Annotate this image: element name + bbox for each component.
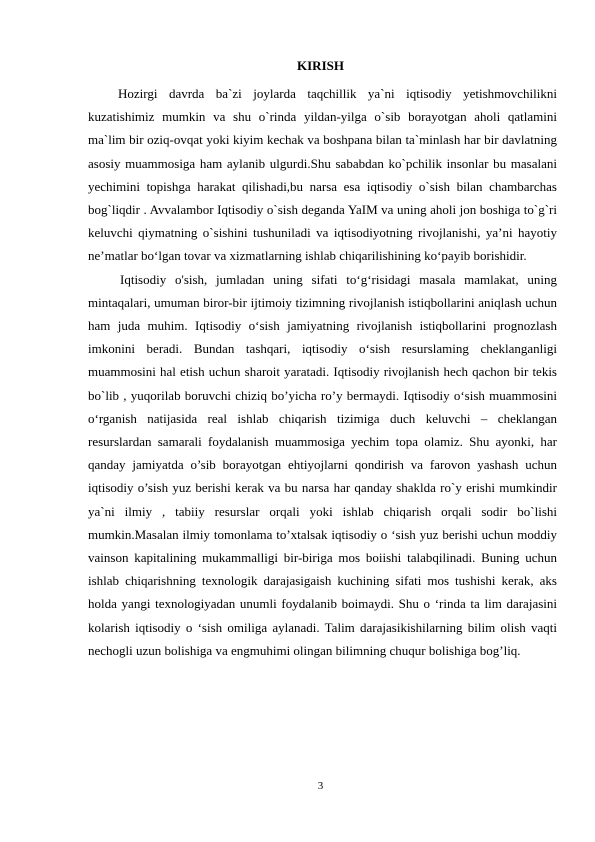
document-body — [88, 82, 557, 662]
page-title: KIRISH — [297, 58, 344, 73]
paragraph-1: Hozirgi davrda ba`zi joylarda taqchillik ya`ni iqtisodiy yetishmovchilikni kuzatishimiz mumkin va shu o`rinda yildan-yilga o`sib borayotgan aholi qatlamini ma`lim bir oziq-ovqat yoki kiyim kechak va boshpana bilan ta`minlash har bir davlatning asosiy muammosiga ham aylanib ulgurdi.Shu sababdan ko`pchilik insonlar bu masalani yechimini topishga harakat qilishadi,bu narsa esa iqtisodiy o`sish bilan chambarchas bog`liqdir . Avvalambor Iqtisodiy o`sish deganda YaIM va uning aholi jon boshiga to`g`ri keluvchi qiymatning o`sishini tushuniladi va iqtisodiyotning rivojlanishi, ya’ni hayotiy ne’matlar bo‘lgan tovar va xizmatlarning ishlab chiqarilishining ko‘payib borishidir. — [88, 86, 557, 264]
paragraph-2: Iqtisodiy o'sish, jumladan uning sifati to‘g‘risidagi masala mamlakat, uning mintaqalari, umuman biror-bir ijtimoiy tizimning rivojlanish istiqbollarini aniqlash uchun ham juda muhim. Iqtisodiy o‘sish jamiyatning rivojlanish istiqbollarini prognozlash imkonini beradi. Bundan tashqari, iqtisodiy o‘sish resurslaming cheklanganligi muammosini hal etish uchun sharoit yaratadi. Iqtisodiy rivojlanish hech qachon bir tekis bo`lib , yuqorilab boruvchi chiziq bo’yicha ro’y bermaydi. Iqtisodiy o‘sish muammosini o‘rganish natijasida real ishlab chiqarish tizimiga duch keluvchi – cheklangan resurslardan samarali foydalanish muammosiga yechim topa olamiz. Shu ayonki, har qanday jamiyatda o’sib borayotgan ehtiyojlarni qondirish va farovon yashash uchun iqtisodiy o’sish yuz berishi kerak va bu narsa har qanday shaklda ro`y erishi mumkindir ya`ni ilmiy , tabiiy resurslar orqali yoki ishlab chiqarish orqali sodir bo`lishi mumkin.Masalan ilmiy tomonlama to’xtalsak iqtisodiy o ‘sish yuz berishi uchun moddiy vainson kapitalining mukammalligi bir-biriga mos boiishi talabqilinadi. Buning uchun ishlab chiqarishning texnologik darajasigaish kuchining sifati mos tushishi kerak, aks holda yangi texnologiyadan unumli foydalanib boimaydi. Shu o ‘rinda ta lim darajasini kolarish iqtisodiy o ‘sish omiliga aylanadi. Talim darajasikishilarning bilim olish vaqti nechogli uzun bolishiga va engmuhimi olingan bilimning chuqur bolishiga bog’liq. — [88, 271, 557, 658]
page-number: 3 — [317, 780, 324, 792]
